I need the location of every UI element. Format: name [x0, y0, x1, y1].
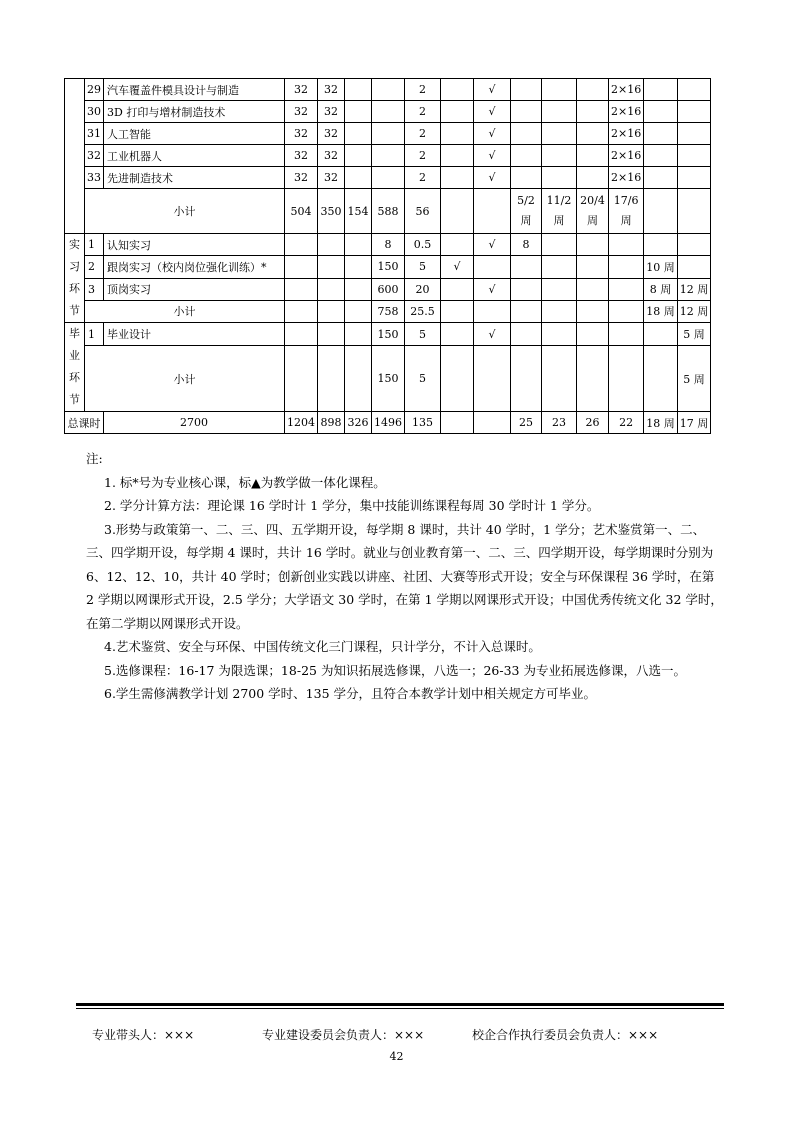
note-6: 6.学生需修满教学计划 2700 学时、135 学分，且符合本教学计划中相关规定方可毕业。: [104, 686, 597, 701]
course-s6: [677, 79, 711, 101]
course-s2: [542, 79, 577, 101]
course-s2: [542, 234, 577, 256]
table-cell: [644, 189, 678, 234]
course-s6: 5 周: [677, 323, 711, 346]
subtotal-s4: 17/6 周: [609, 189, 644, 234]
course-c6: [441, 101, 474, 123]
table-row: [65, 234, 711, 256]
subtotal-label: 小计: [85, 300, 285, 322]
course-check: √: [474, 123, 511, 145]
subtotal-s1: [511, 300, 542, 322]
course-credit: 2: [405, 167, 441, 189]
subtotal-row: [65, 300, 711, 322]
course-name: 认知实习: [104, 234, 285, 256]
course-c6: [441, 278, 474, 300]
course-check: √: [474, 323, 511, 346]
course-s6: 12 周: [677, 278, 711, 300]
course-s3: [577, 145, 609, 167]
note-5: 5.选修课程：16-17 为限选课；18-25 为知识拓展选修课，八选一；26-33 为专业拓展选修课，八选一。: [104, 662, 686, 678]
subtotal-s1: 5/2 周: [511, 189, 542, 234]
subtotal-s2: [542, 300, 577, 322]
course-h4: 8: [372, 234, 405, 256]
course-s1: [511, 323, 542, 346]
note-2: 2. 学分计算方法：理论课 16 学时计 1 学分，集中技能训练课程每周 30 学时计 1 学分。: [104, 498, 600, 513]
course-s1: [511, 256, 542, 278]
subtotal-s4: [609, 300, 644, 322]
course-s5: 8 周: [644, 278, 678, 300]
course-s1: 8: [511, 234, 542, 256]
subtotal-practice: [345, 346, 372, 412]
course-name: 先进制造技术: [104, 167, 285, 189]
category-internship: 实习环节: [65, 234, 85, 323]
course-practice: [345, 256, 372, 278]
course-h4: 600: [372, 278, 405, 300]
grand-total-s3: 26: [577, 412, 609, 434]
course-s4: [609, 234, 644, 256]
table-cell: [677, 189, 711, 234]
course-total: [285, 323, 318, 346]
course-c6: [441, 123, 474, 145]
course-practice: [345, 101, 372, 123]
course-s4: 2×16: [609, 123, 644, 145]
subtotal-total: [285, 300, 318, 322]
course-s3: [577, 323, 609, 346]
table-cell: [441, 412, 474, 434]
grand-total-theory: 898: [318, 412, 345, 434]
course-s2: [542, 145, 577, 167]
course-c6: [441, 145, 474, 167]
course-check: √: [474, 234, 511, 256]
course-total: [285, 256, 318, 278]
notes-title: 注:: [86, 451, 103, 466]
course-number: 32: [85, 145, 104, 167]
course-credit: 2: [405, 101, 441, 123]
course-s2: [542, 256, 577, 278]
course-theory: 32: [318, 145, 345, 167]
table-row: [65, 101, 711, 123]
course-s3: [577, 101, 609, 123]
course-h4: [372, 79, 405, 101]
course-s4: 2×16: [609, 167, 644, 189]
course-theory: 32: [318, 101, 345, 123]
subtotal-row: [65, 189, 711, 234]
subtotal-s3: [577, 300, 609, 322]
course-s3: [577, 234, 609, 256]
course-check: [474, 256, 511, 278]
course-name: 跟岗实习（校内岗位强化训练）*: [104, 256, 285, 278]
course-number: 29: [85, 79, 104, 101]
subtotal-row: [65, 346, 711, 412]
course-total: [285, 278, 318, 300]
table-row: [65, 278, 711, 300]
course-total: 32: [285, 123, 318, 145]
course-s4: 2×16: [609, 101, 644, 123]
table-row: [65, 323, 711, 346]
subtotal-s5: [644, 346, 678, 412]
course-s3: [577, 79, 609, 101]
grand-total-practice: 326: [345, 412, 372, 434]
course-s1: [511, 101, 542, 123]
teaching-plan-table: [64, 78, 711, 434]
course-s3: [577, 256, 609, 278]
subtotal-credit: 5: [405, 346, 441, 412]
course-c6: [441, 167, 474, 189]
course-credit: 2: [405, 123, 441, 145]
course-s1: [511, 278, 542, 300]
course-s6: [677, 256, 711, 278]
subtotal-s2: [542, 346, 577, 412]
subtotal-s3: 20/4 周: [577, 189, 609, 234]
course-number: 3: [85, 278, 104, 300]
subtotal-label: 小计: [85, 189, 285, 234]
course-s5: [644, 145, 678, 167]
subtotal-h4: 758: [372, 300, 405, 322]
grand-total-label: 总课时: [65, 412, 104, 434]
course-h4: 150: [372, 256, 405, 278]
course-name: 顶岗实习: [104, 278, 285, 300]
course-name: 汽车覆盖件模具设计与制造: [104, 79, 285, 101]
subtotal-credit: 25.5: [405, 300, 441, 322]
course-c6: √: [441, 256, 474, 278]
table-cell: [474, 189, 511, 234]
course-check: √: [474, 145, 511, 167]
page-number: 42: [389, 1050, 404, 1063]
course-name: 毕业设计: [104, 323, 285, 346]
subtotal-theory: 350: [318, 189, 345, 234]
subtotal-s4: [609, 346, 644, 412]
course-theory: [318, 323, 345, 346]
subtotal-practice: 154: [345, 189, 372, 234]
course-practice: [345, 145, 372, 167]
course-h4: [372, 123, 405, 145]
table-row: [65, 167, 711, 189]
course-h4: [372, 101, 405, 123]
course-practice: [345, 123, 372, 145]
subtotal-practice: [345, 300, 372, 322]
course-s5: [644, 123, 678, 145]
subtotal-c6: [441, 300, 474, 322]
course-theory: 32: [318, 79, 345, 101]
category-cell: [65, 79, 85, 234]
course-s6: [677, 234, 711, 256]
grand-total-credit: 135: [405, 412, 441, 434]
course-s3: [577, 278, 609, 300]
grand-total-total: 1204: [285, 412, 318, 434]
grand-total-s2: 23: [542, 412, 577, 434]
subtotal-h4: 588: [372, 189, 405, 234]
course-credit: 20: [405, 278, 441, 300]
subtotal-s1: [511, 346, 542, 412]
table-row: [65, 123, 711, 145]
course-check: √: [474, 278, 511, 300]
course-check: √: [474, 167, 511, 189]
course-s4: [609, 278, 644, 300]
grand-total-s4: 22: [609, 412, 644, 434]
footer-rule-thin: [76, 1008, 724, 1009]
course-s3: [577, 123, 609, 145]
grand-total-s6: 17 周: [677, 412, 711, 434]
table-cell: [441, 189, 474, 234]
course-practice: [345, 323, 372, 346]
course-s5: [644, 167, 678, 189]
course-c6: [441, 79, 474, 101]
course-s3: [577, 167, 609, 189]
course-s1: [511, 123, 542, 145]
course-h4: [372, 145, 405, 167]
note-1: 1. 标*号为专业核心课，标▲为教学做一体化课程。: [104, 474, 386, 490]
subtotal-credit: 56: [405, 189, 441, 234]
course-theory: 32: [318, 123, 345, 145]
course-c6: [441, 234, 474, 256]
course-s1: [511, 167, 542, 189]
course-s2: [542, 323, 577, 346]
grand-total-row: [65, 412, 711, 434]
course-number: 31: [85, 123, 104, 145]
course-practice: [345, 79, 372, 101]
course-total: 32: [285, 167, 318, 189]
subtotal-check: [474, 300, 511, 322]
course-number: 1: [85, 234, 104, 256]
subtotal-theory: [318, 300, 345, 322]
subtotal-s5: 18 周: [644, 300, 678, 322]
course-check: √: [474, 101, 511, 123]
course-number: 2: [85, 256, 104, 278]
course-s6: [677, 167, 711, 189]
course-practice: [345, 234, 372, 256]
course-number: 1: [85, 323, 104, 346]
note-3: 3.形势与政策第一、二、三、四、五学期开设，每学期 8 课时，共计 40 学时，1 学分；艺术鉴赏第一、二、三、四学期开设，每学期 4 课时，共计 16 学时。就业与创业教育第一、二、三、四学期开设，每学期课时分别为 6、12、12、10，共计 40 学时；创新创业实践以讲座、社团、大赛等形式开设；安全与环保课程 36 学时，在第 2 学期以网课形式开设，2.5 学分；大学语文 30 学时，在第 1 学期以网课形式开设；中国优秀传统文化 32 学时，在第二学期以网课形式开设。: [86, 521, 723, 631]
course-s2: [542, 101, 577, 123]
subtotal-total: [285, 346, 318, 412]
category-graduation: 毕业环节: [65, 323, 85, 412]
grand-total-s1: 25: [511, 412, 542, 434]
course-practice: [345, 278, 372, 300]
signature-coop: 校企合作执行委员会负责人：×××: [472, 1028, 659, 1042]
course-name: 人工智能: [104, 123, 285, 145]
course-s5: [644, 101, 678, 123]
subtotal-theory: [318, 346, 345, 412]
course-s5: [644, 234, 678, 256]
subtotal-total: 504: [285, 189, 318, 234]
subtotal-s3: [577, 346, 609, 412]
course-h4: [372, 167, 405, 189]
course-theory: [318, 256, 345, 278]
course-h4: 150: [372, 323, 405, 346]
course-s5: 10 周: [644, 256, 678, 278]
course-total: 32: [285, 79, 318, 101]
course-s5: [644, 323, 678, 346]
grand-total-value: 2700: [104, 412, 285, 434]
subtotal-h4: 150: [372, 346, 405, 412]
note-4: 4.艺术鉴赏、安全与环保、中国传统文化三门课程，只计学分，不计入总课时。: [104, 639, 541, 654]
course-s4: 2×16: [609, 79, 644, 101]
subtotal-c6: [441, 346, 474, 412]
grand-total-s5: 18 周: [644, 412, 678, 434]
table-row: [65, 256, 711, 278]
notes-section: [86, 447, 726, 706]
course-credit: 5: [405, 323, 441, 346]
table-row: [65, 79, 711, 101]
table-row: [65, 145, 711, 167]
footer-rule-thick: [76, 1003, 724, 1006]
course-name: 工业机器人: [104, 145, 285, 167]
course-theory: [318, 234, 345, 256]
course-s4: 2×16: [609, 145, 644, 167]
course-s1: [511, 79, 542, 101]
course-theory: 32: [318, 167, 345, 189]
subtotal-s2: 11/2 周: [542, 189, 577, 234]
signature-committee: 专业建设委员会负责人：×××: [262, 1028, 425, 1042]
course-s6: [677, 145, 711, 167]
table-cell: [474, 412, 511, 434]
course-practice: [345, 167, 372, 189]
course-s4: [609, 256, 644, 278]
course-s5: [644, 79, 678, 101]
course-credit: 2: [405, 145, 441, 167]
signature-lead: 专业带头人：×××: [92, 1028, 195, 1042]
course-credit: 0.5: [405, 234, 441, 256]
course-number: 33: [85, 167, 104, 189]
course-s6: [677, 101, 711, 123]
course-credit: 2: [405, 79, 441, 101]
course-number: 30: [85, 101, 104, 123]
course-s2: [542, 123, 577, 145]
course-name: 3D 打印与增材制造技术: [104, 101, 285, 123]
course-s2: [542, 167, 577, 189]
course-total: 32: [285, 101, 318, 123]
course-s1: [511, 145, 542, 167]
course-s4: [609, 323, 644, 346]
grand-total-h4: 1496: [372, 412, 405, 434]
course-s2: [542, 278, 577, 300]
subtotal-label: 小计: [85, 346, 285, 412]
course-total: [285, 234, 318, 256]
subtotal-check: [474, 346, 511, 412]
course-credit: 5: [405, 256, 441, 278]
subtotal-s6: 12 周: [677, 300, 711, 322]
course-s6: [677, 123, 711, 145]
course-theory: [318, 278, 345, 300]
course-c6: [441, 323, 474, 346]
course-check: √: [474, 79, 511, 101]
subtotal-s6: 5 周: [677, 346, 711, 412]
course-total: 32: [285, 145, 318, 167]
